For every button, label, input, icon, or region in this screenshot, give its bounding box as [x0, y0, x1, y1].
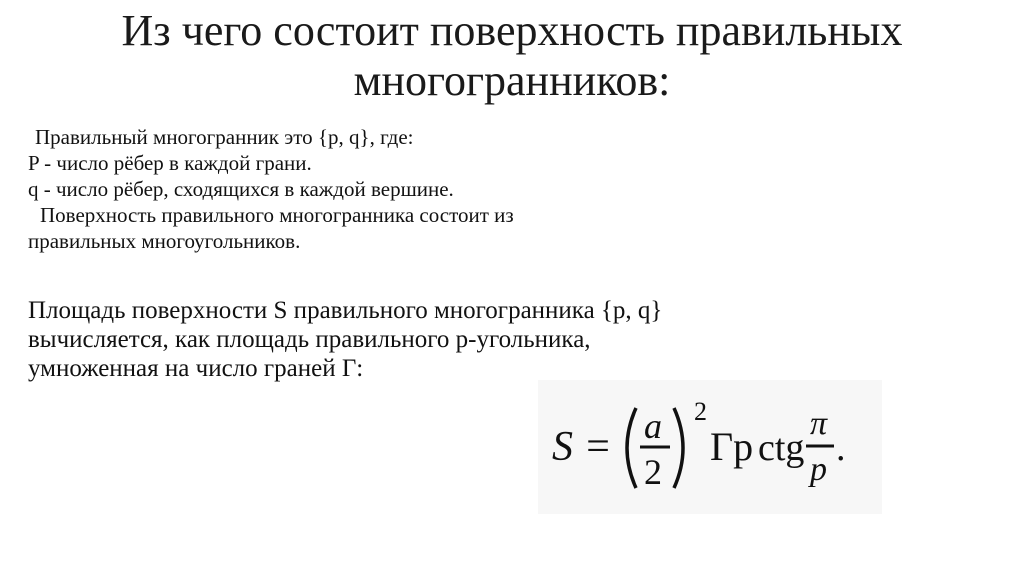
title-line-2: многогранников: — [353, 56, 671, 105]
formula-denominator-p: p — [810, 451, 827, 488]
formula-numerator-pi: π — [810, 405, 828, 442]
formula-exponent: 2 — [694, 397, 707, 426]
formula-lhs: S = — [552, 424, 612, 470]
definition-line-3: q - число рёбер, сходящихся в каждой вершине. — [28, 177, 454, 201]
area-line-1: Площадь поверхности S правильного многогранника {p, q} — [28, 297, 663, 324]
definition-line-5: правильных многоугольников. — [28, 229, 301, 253]
surface-area-formula — [538, 380, 882, 514]
definition-line-1: Правильный многогранник это {p, q}, где: — [35, 125, 414, 149]
formula-numerator-a: a — [644, 406, 662, 446]
area-line-3: умноженная на число граней Г: — [28, 355, 364, 382]
slide-title — [0, 6, 1024, 106]
formula-period: . — [836, 427, 846, 469]
formula-image — [538, 380, 882, 514]
formula-denominator-2: 2 — [644, 452, 662, 492]
formula-left-paren — [627, 408, 636, 488]
definition-block — [28, 124, 728, 254]
definition-line-4: Поверхность правильного многогранника состоит из — [40, 203, 514, 227]
definition-line-2: P - число рёбер в каждой грани. — [28, 151, 312, 175]
area-paragraph — [28, 296, 848, 383]
title-line-1: Из чего состоит поверхность правильных — [121, 6, 903, 55]
formula-ctg: ctg — [758, 427, 805, 469]
formula-right-paren — [674, 408, 683, 488]
formula-gamma-p: Γp — [710, 424, 754, 469]
area-line-2: вычисляется, как площадь правильного р-угольника, — [28, 326, 591, 353]
